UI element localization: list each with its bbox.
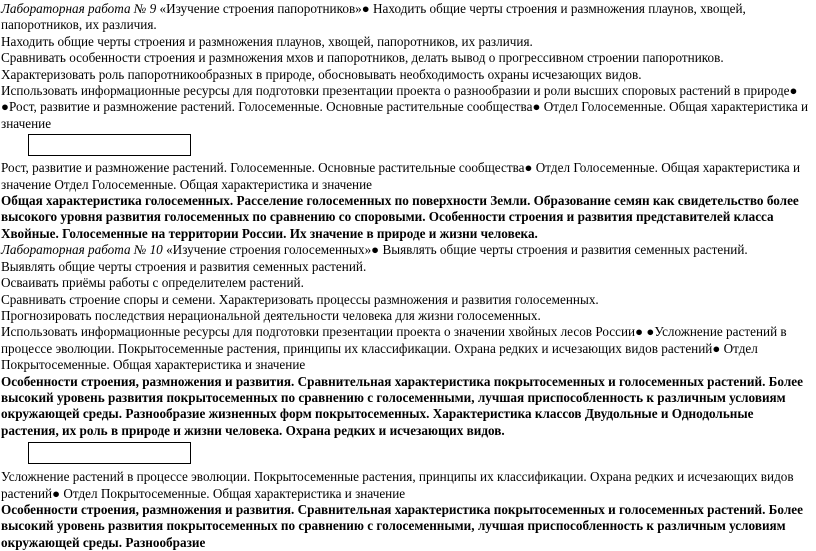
text-paragraph: Прогнозировать последствия нерациональной деятельности человека для жизни голосеменных.	[1, 307, 541, 323]
bullet-icon: ●	[646, 324, 655, 340]
bullet-icon: ●	[635, 324, 644, 340]
bullet-icon: ●	[712, 340, 721, 356]
text-paragraph: Рост, развитие и размножение растений. Голосеменные. Основные растительные сообщества● Отдел Голосеменные. Общая характеристика и значение Отдел Голосеменные. Общая характеристика и значение	[1, 160, 801, 192]
bullet-icon: ●	[524, 160, 533, 176]
text-paragraph: Осваивать приёмы работы с определителем растений.	[1, 275, 304, 291]
text-paragraph: Сравнивать особенности строения и размножения мхов и папоротников, делать вывод о прогрессивном строении папоротников. Характеризовать роль папоротникообразных в природе, обосновывать необходимость охраны исчезающих видов.	[1, 50, 724, 82]
text-paragraph: Выявлять общие черты строения и развития семенных растений.	[1, 258, 367, 274]
lab9-topic: «Изучение строения папоротников»	[156, 1, 362, 16]
bullet-icon: ●	[361, 1, 370, 16]
bold-paragraph: Особенности строения, размножения и развития. Сравнительная характеристика покрытосеменных и голосеменных растений. Более высокий уровень развития покрытосеменных по сравнению с голосеменными, лучшая приспособленность к различным условиям окружающей среды. Разнообразие	[1, 501, 803, 550]
lab9-paragraph	[1, 1, 813, 34]
empty-frame	[28, 442, 191, 464]
text-paragraph: Использовать информационные ресурсы для подготовки презентации проекта о разнообразии и роли высших споровых растений в природе● ●Рост, развитие и размножение растений. Голосеменные. Основные растительные сообщества● Отдел Голосеменные. Общая характеристика и значение	[1, 83, 809, 131]
lab9-title: Лабораторная работа № 9	[1, 1, 157, 16]
text-paragraph: Использовать информационные ресурсы для подготовки презентации проекта о значении хвойных лесов России● ●Усложнение растений в процессе эволюции. Покрытосеменные растения, принципы их классификации. Охрана редких и исчезающих видов растений● Отдел Покрытосеменные. Общая характеристика и значение	[1, 324, 787, 373]
bullet-icon: ●	[1, 99, 9, 115]
bullet-icon: ●	[532, 99, 541, 115]
bullet-icon: ●	[371, 242, 380, 258]
text-paragraph: Находить общие черты строения и размножения плаунов, хвощей, папоротников, их различия.	[1, 33, 533, 49]
bullet-icon: ●	[789, 83, 798, 99]
lab9-goal: Находить общие черты строения и размножения плаунов, хвощей, папоротников, их различия.	[1, 1, 746, 33]
lab10-title: Лабораторная работа № 10	[1, 242, 163, 258]
text-paragraph: Сравнивать строение споры и семени. Характеризовать процессы размножения и развития голосеменных.	[1, 291, 599, 307]
empty-frame	[28, 134, 191, 156]
lab10-topic: «Изучение строения голосеменных»	[162, 242, 372, 258]
text-paragraph: Усложнение растений в процессе эволюции. Покрытосеменные растения, принципы их классификации. Охрана редких и исчезающих видов растений● Отдел Покрытосеменные. Общая характеристика и значение	[1, 469, 794, 501]
document-body	[1, 1, 813, 551]
bullet-icon: ●	[52, 485, 61, 501]
lab10-paragraph	[1, 242, 813, 258]
bold-paragraph: Общая характеристика голосеменных. Расселение голосеменных по поверхности Земли. Образование семян как свидетельство более высокого уровня развития голосеменных по сравнению со споровыми. Особенности строения и развития представителей класса Хвойные. Голосеменные на территории России. Их значение в природе и жизни человека.	[1, 193, 799, 241]
lab10-goal: Выявлять общие черты строения и развития семенных растений.	[379, 242, 748, 258]
bold-paragraph: Особенности строения, размножения и развития. Сравнительная характеристика покрытосеменных и голосеменных растений. Более высокий уровень развития покрытосеменных по сравнению с голосеменными, лучшая приспособленность к различным условиям окружающей среды. Разнообразие жизненных форм покрытосеменных. Характеристика классов Двудольные и Однодольные растения, их роль в природе и жизни человека. Охрана редких и исчезающих видов.	[1, 373, 803, 438]
